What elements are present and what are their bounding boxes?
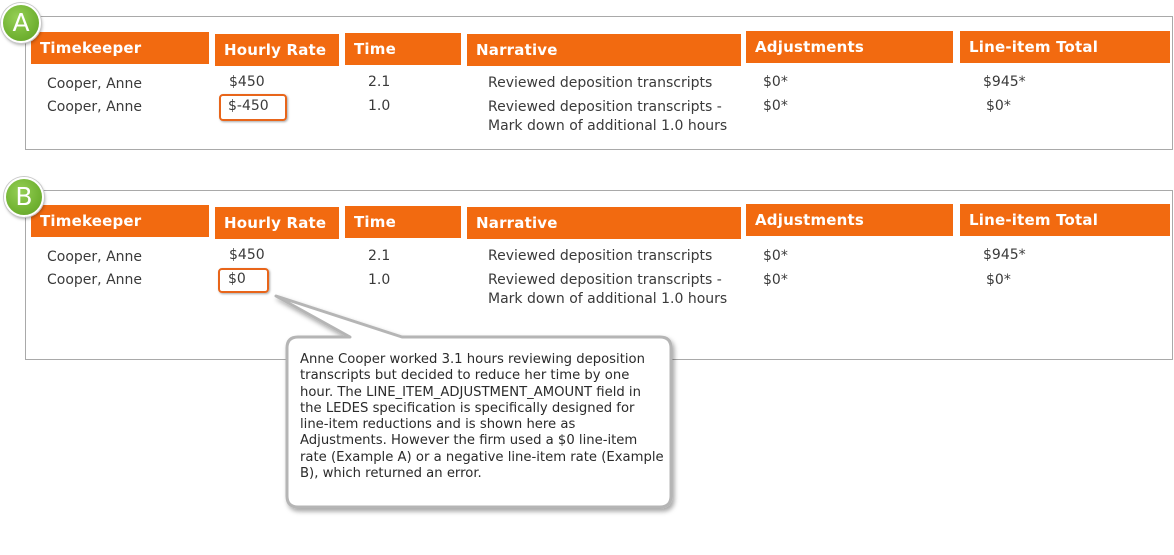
row-a2-time: 1.0 — [368, 98, 391, 114]
row-a1-line-item-total: $945* — [983, 74, 1026, 90]
header-adjustments: Adjustments — [746, 31, 953, 63]
example-b-badge: B — [4, 177, 44, 217]
row-b2-hourly-rate: $0 — [228, 271, 246, 287]
row-b1-adjustments: $0* — [763, 248, 788, 264]
header-timekeeper: Timekeeper — [31, 32, 209, 64]
row-a1-hourly-rate: $450 — [229, 74, 265, 90]
row-b1-line-item-total: $945* — [983, 247, 1026, 263]
row-a1-time: 2.1 — [368, 74, 391, 90]
header-timekeeper: Timekeeper — [31, 205, 209, 237]
row-b2-adjustments: $0* — [763, 272, 788, 288]
row-a2-hourly-rate: $-450 — [228, 98, 269, 114]
header-time: Time — [345, 206, 461, 238]
callout-text: Anne Cooper worked 3.1 hours reviewing deposition transcripts but decided to reduce her time by one hour. The LINE_ITEM_ADJUSTMENT_AMOUNT field in the LEDES specification is specifically designed for line-item reductions and is shown here as Adjustments. However the firm used a $0 line-item rate (Example A) or a negative line-item rate (Example B), which returned an error. — [300, 352, 664, 482]
row-b2-narrative-line2: Mark down of additional 1.0 hours — [488, 291, 728, 307]
row-a2-narrative-line2: Mark down of additional 1.0 hours — [488, 118, 728, 134]
row-b1-time: 2.1 — [368, 248, 391, 264]
row-b1-narrative: Reviewed deposition transcripts — [488, 248, 713, 264]
header-time: Time — [345, 33, 461, 65]
row-a1-timekeeper: Cooper, Anne — [47, 76, 142, 92]
header-line-item-total: Line-item Total — [960, 31, 1170, 63]
row-a2-timekeeper: Cooper, Anne — [47, 99, 142, 115]
row-b2-line-item-total: $0* — [986, 272, 1011, 288]
row-a2-adjustments: $0* — [763, 98, 788, 114]
row-b1-hourly-rate: $450 — [229, 247, 265, 263]
header-hourly-rate: Hourly Rate — [215, 34, 339, 66]
row-a1-narrative: Reviewed deposition transcripts — [488, 75, 713, 91]
header-narrative: Narrative — [467, 207, 741, 239]
row-b2-narrative-line1: Reviewed deposition transcripts - — [488, 272, 722, 288]
row-a2-narrative-line1: Reviewed deposition transcripts - — [488, 99, 722, 115]
header-line-item-total: Line-item Total — [960, 204, 1170, 236]
row-b2-time: 1.0 — [368, 272, 391, 288]
header-adjustments: Adjustments — [746, 204, 953, 236]
row-a1-adjustments: $0* — [763, 74, 788, 90]
header-narrative: Narrative — [467, 34, 741, 66]
row-b2-timekeeper: Cooper, Anne — [47, 272, 142, 288]
row-a2-line-item-total: $0* — [986, 98, 1011, 114]
row-b1-timekeeper: Cooper, Anne — [47, 249, 142, 265]
example-a-badge: A — [1, 3, 41, 43]
header-hourly-rate: Hourly Rate — [215, 207, 339, 239]
